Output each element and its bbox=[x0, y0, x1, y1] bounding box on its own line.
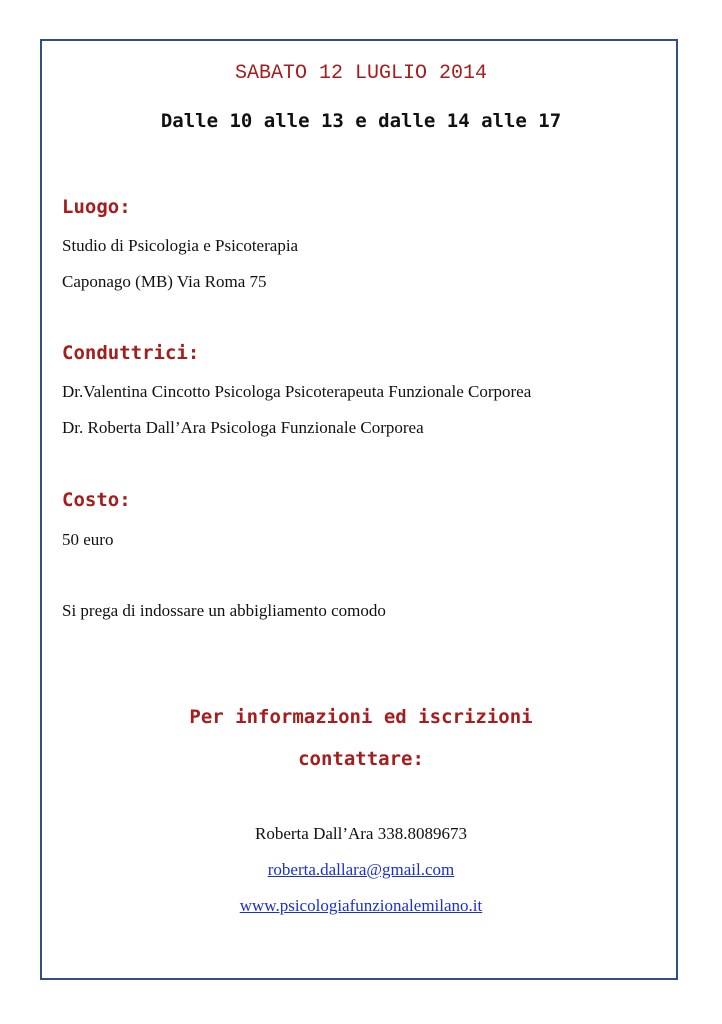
venue-line-2: Caponago (MB) Via Roma 75 bbox=[62, 272, 267, 291]
contact-heading-line-2: contattare: bbox=[298, 748, 424, 770]
dress-note: Si prega di indossare un abbigliamento comodo bbox=[62, 601, 386, 620]
cost-value: 50 euro bbox=[62, 530, 114, 549]
email-link[interactable]: roberta.dallara@gmail.com bbox=[267, 860, 455, 879]
contact-heading-line-1: Per informazioni ed iscrizioni bbox=[189, 706, 533, 728]
event-date: SABATO 12 LUGLIO 2014 bbox=[234, 62, 488, 85]
cost-heading: Costo: bbox=[62, 489, 131, 511]
venue-heading: Luogo: bbox=[62, 196, 131, 218]
contact-name-phone: Roberta Dall’Ara 338.8089673 bbox=[255, 824, 467, 843]
event-hours: Dalle 10 alle 13 e dalle 14 alle 17 bbox=[160, 110, 562, 132]
hosts-heading: Conduttrici: bbox=[62, 342, 200, 364]
website-link[interactable]: www.psicologiafunzionalemilano.it bbox=[239, 896, 483, 915]
hosts-line-2: Dr. Roberta Dall’Ara Psicologa Funzionale Corporea bbox=[62, 418, 424, 437]
venue-line-1: Studio di Psicologia e Psicoterapia bbox=[62, 236, 299, 255]
hosts-line-1: Dr.Valentina Cincotto Psicologa Psicoterapeuta Funzionale Corporea bbox=[62, 382, 532, 401]
